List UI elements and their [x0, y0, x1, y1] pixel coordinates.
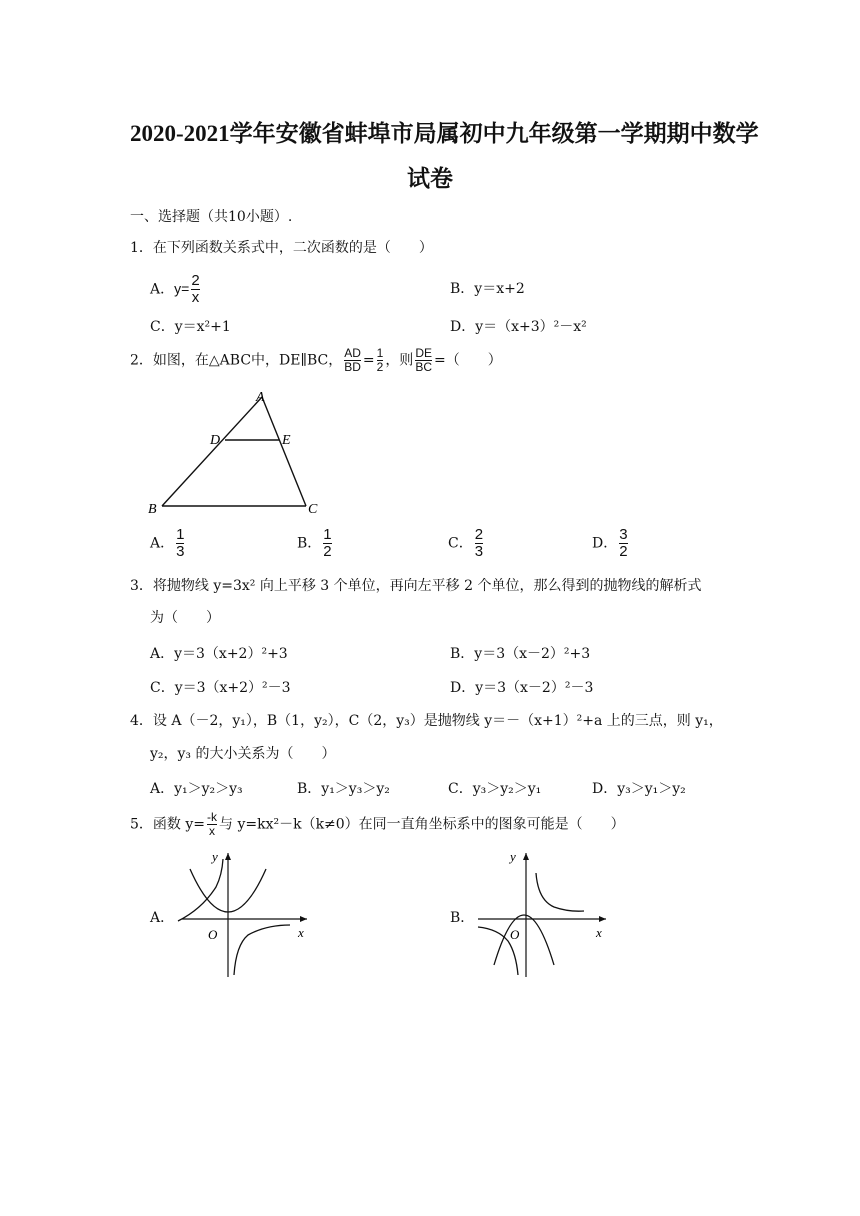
label-x: x — [298, 925, 304, 940]
q2-c-num: 2 — [474, 526, 484, 543]
q1-a-num: 2 — [191, 272, 200, 289]
label-e: E — [282, 433, 291, 448]
q3-option-d: D．y＝3（x－2）²－3 — [450, 680, 594, 696]
q2-option-c — [448, 527, 485, 560]
q5-graph-b — [472, 845, 617, 980]
q2-b-num: 1 — [323, 526, 332, 543]
q1-a-label: A． — [150, 281, 175, 298]
q2-stem-post: =（ ） — [433, 352, 502, 369]
q2-option-d — [592, 527, 630, 560]
q2-c-frac — [475, 527, 483, 560]
q3-stem-line2: 为（ ） — [150, 610, 220, 626]
q1-option-c: C．y＝x²+1 — [150, 319, 231, 335]
q2-mid: ，则 — [385, 352, 414, 369]
q2-frac-de-bc — [415, 347, 432, 374]
q1-a-den: x — [191, 289, 200, 306]
title-line-2: 试卷 — [407, 166, 453, 191]
label-c: C — [308, 502, 318, 517]
title-line-1: 2020-2021学年安徽省蚌埠市局属初中九年级第一学期期中数学 — [130, 121, 759, 146]
q4-option-a: A．y₁＞y₂＞y₃ — [150, 781, 243, 797]
x-arrow — [599, 916, 606, 922]
y-arrow — [523, 853, 529, 860]
q4-stem-line2: y₂，y₃ 的大小关系为（ ） — [150, 746, 336, 762]
q5-stem — [130, 811, 625, 838]
q2-triangle-figure — [140, 385, 340, 525]
q2-f1-num: AD — [344, 346, 361, 360]
q2-a-label: A． — [150, 535, 175, 552]
q2-f3-den: BC — [415, 360, 432, 374]
q2-d-den: 2 — [619, 543, 628, 560]
q5-f-den: x — [209, 824, 215, 838]
q2-b-den: 2 — [323, 543, 332, 560]
q2-d-frac — [619, 527, 627, 560]
q4-option-c: C．y₃＞y₂＞y₁ — [448, 781, 542, 797]
q5-stem-post: 与 y=kx²－k（k≠0）在同一直角坐标系中的图象可能是（ ） — [219, 816, 625, 833]
q2-option-b — [297, 527, 334, 560]
q2-option-a — [150, 527, 186, 560]
q2-b-frac — [323, 527, 331, 560]
q5-stem-pre: 5．函数 y= — [130, 816, 205, 833]
section-heading: 一、选择题（共10小题）. — [130, 209, 293, 225]
q2-f2-num: 1 — [376, 346, 384, 360]
label-origin: O — [510, 927, 520, 942]
q3-option-c: C．y＝3（x+2）²－3 — [150, 680, 291, 696]
q2-c-den: 3 — [474, 543, 484, 560]
q5-graph-a — [172, 845, 317, 980]
q5-option-b-label: B． — [450, 910, 475, 926]
q3-stem-line1: 3．将抛物线 y=3x² 向上平移 3 个单位，再向左平移 2 个单位，那么得到的抛物线的解析式 — [130, 578, 702, 594]
q4-stem-line1: 4．设 A（－2，y₁），B（1，y₂），C（2，y₃）是抛物线 y＝－（x+1）²+a 上的三点，则 y₁， — [130, 713, 723, 729]
q3-option-a: A．y＝3（x+2）²+3 — [150, 646, 288, 662]
label-a: A — [256, 390, 265, 405]
q1-option-d: D．y＝（x+3）²－x² — [450, 319, 587, 335]
q1-stem: 1．在下列函数关系式中，二次函数的是（ ） — [130, 240, 433, 256]
parabola-curve — [494, 915, 554, 965]
q5-fraction — [207, 811, 217, 838]
hyperbola-branch-4 — [234, 925, 290, 975]
side-ba — [162, 397, 262, 506]
q2-stem — [130, 347, 502, 374]
q2-d-label: D． — [592, 535, 618, 552]
q4-option-b: B．y₁＞y₃＞y₂ — [297, 781, 390, 797]
q2-a-frac — [176, 527, 184, 560]
label-origin: O — [208, 927, 218, 942]
y-arrow — [225, 853, 231, 860]
q1-option-a — [150, 273, 202, 306]
q1-a-prefix: y= — [174, 280, 190, 297]
q2-frac-1-2 — [377, 347, 384, 374]
q1-option-b: B．y＝x+2 — [450, 281, 525, 297]
q5-option-a-label: A． — [150, 910, 175, 926]
q2-a-num: 1 — [176, 526, 185, 543]
q1-a-fraction — [191, 273, 199, 306]
x-arrow — [300, 916, 307, 922]
q4-option-d: D．y₃＞y₁＞y₂ — [592, 781, 686, 797]
q2-d-num: 3 — [619, 526, 628, 543]
q2-eq: = — [362, 352, 375, 369]
q2-frac-ad-bd — [344, 347, 361, 374]
q2-b-label: B． — [297, 535, 322, 552]
q2-f2-den: 2 — [376, 360, 384, 374]
label-y: y — [212, 849, 218, 864]
label-x: x — [596, 925, 602, 940]
q5-f-num: -k — [207, 810, 217, 824]
label-b: B — [148, 502, 157, 517]
hyperbola-branch-1 — [536, 873, 584, 911]
q2-stem-pre: 2．如图，在△ABC中，DE∥BC， — [130, 352, 343, 369]
q2-a-den: 3 — [176, 543, 185, 560]
q2-f3-num: DE — [415, 346, 432, 360]
q2-f1-den: BD — [344, 360, 361, 374]
label-y: y — [510, 849, 516, 864]
side-ac — [262, 397, 306, 506]
q3-option-b: B．y＝3（x－2）²+3 — [450, 646, 591, 662]
label-d: D — [210, 433, 221, 448]
q2-c-label: C． — [448, 535, 473, 552]
